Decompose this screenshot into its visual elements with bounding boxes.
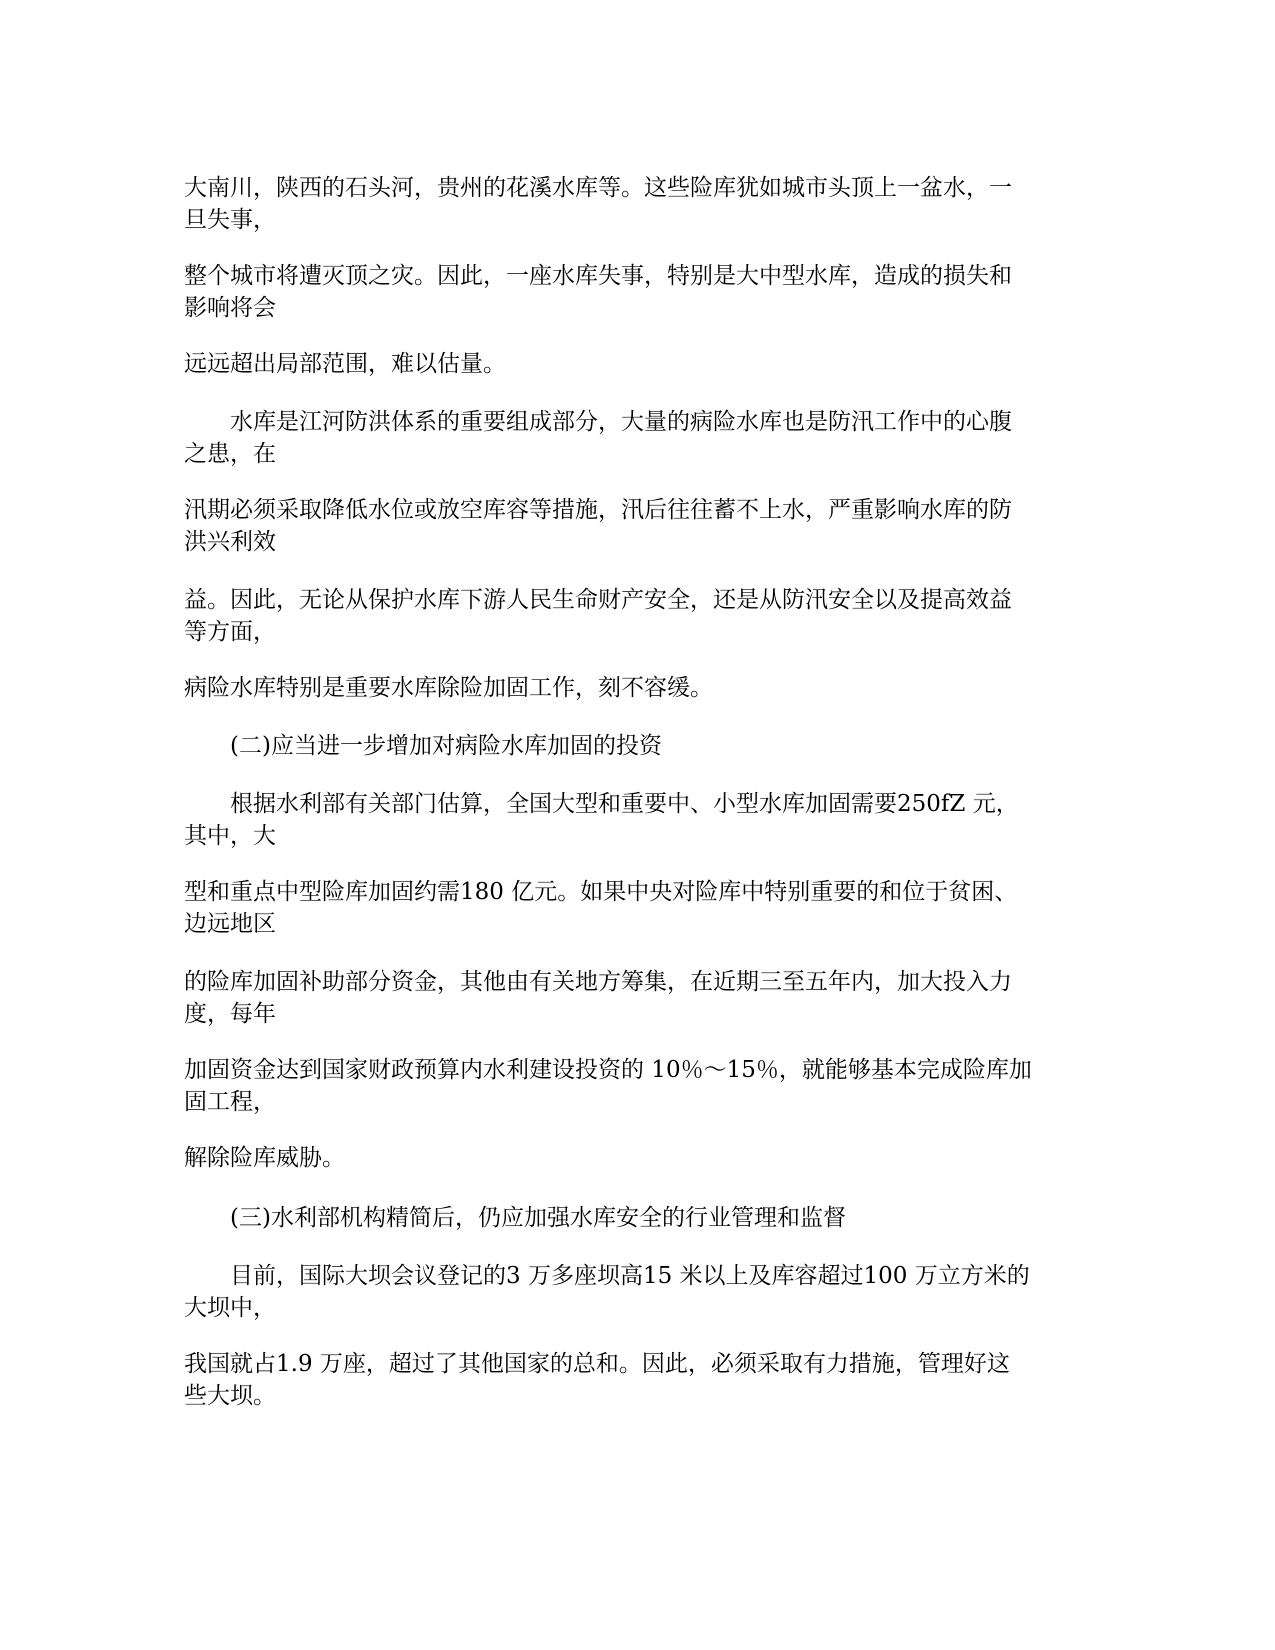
paragraph-7 — [184, 672, 1084, 704]
text-line: 我国就占1.9 万座，超过了其他国家的总和。因此，必须采取有力措施，管理好这 — [184, 1351, 1010, 1377]
paragraph-2 — [184, 260, 1084, 324]
paragraph-13 — [184, 1260, 1084, 1324]
paragraph-14 — [184, 1348, 1084, 1412]
heading-line: (三)水利部机构精简后，仍应加强水库安全的行业管理和监督 — [230, 1205, 846, 1231]
text-line: 病险水库特别是重要水库除险加固工作，刻不容缓。 — [184, 675, 713, 701]
section-heading-2 — [184, 730, 1084, 762]
text-line: 整个城市将遭灭顶之灾。因此，一座水库失事，特别是大中型水库，造成的损失和 — [184, 263, 1012, 289]
paragraph-9 — [184, 876, 1084, 940]
paragraph-1 — [184, 172, 1084, 236]
paragraph-3 — [184, 348, 1084, 380]
text-line: 其中，大 — [184, 823, 276, 849]
text-line: 水库是江河防洪体系的重要组成部分，大量的病险水库也是防汛工作中的心腹 — [230, 409, 1012, 435]
text-line: 旦失事， — [184, 207, 276, 233]
text-line: 度，每年 — [184, 1001, 276, 1027]
paragraph-5 — [184, 494, 1084, 558]
text-line: 的险库加固补助部分资金，其他由有关地方筹集，在近期三至五年内，加大投入力 — [184, 969, 1012, 995]
heading-line: (二)应当进一步增加对病险水库加固的投资 — [230, 733, 662, 759]
text-line: 加固资金达到国家财政预算内水利建设投资的 10％～15％，就能够基本完成险库加 — [184, 1057, 1032, 1083]
paragraph-4 — [184, 406, 1084, 470]
text-line: 洪兴利效 — [184, 529, 276, 555]
text-line: 益。因此，无论从保护水库下游人民生命财产安全，还是从防汛安全以及提高效益 — [184, 587, 1012, 613]
text-line: 大坝中， — [184, 1295, 276, 1321]
paragraph-8 — [184, 788, 1084, 852]
text-line: 影响将会 — [184, 295, 276, 321]
text-line: 之患，在 — [184, 441, 276, 467]
text-line: 些大坝。 — [184, 1383, 276, 1409]
text-line: 远远超出局部范围，难以估量。 — [184, 351, 506, 377]
text-line: 型和重点中型险库加固约需180 亿元。如果中央对险库中特别重要的和位于贫困、 — [184, 879, 1018, 905]
paragraph-12 — [184, 1142, 1084, 1174]
text-line: 目前，国际大坝会议登记的3 万多座坝高15 米以上及库容超过100 万立方米的 — [230, 1263, 1030, 1289]
text-line: 解除险库威胁。 — [184, 1145, 345, 1171]
text-line: 大南川，陕西的石头河，贵州的花溪水库等。这些险库犹如城市头顶上一盆水，一 — [184, 175, 1012, 201]
paragraph-10 — [184, 966, 1084, 1030]
text-line: 等方面， — [184, 619, 276, 645]
text-line: 固工程， — [184, 1089, 276, 1115]
text-line: 汛期必须采取降低水位或放空库容等措施，汛后往往蓄不上水，严重影响水库的防 — [184, 497, 1012, 523]
section-heading-3 — [184, 1202, 1084, 1234]
paragraph-11 — [184, 1054, 1084, 1118]
text-line: 根据水利部有关部门估算，全国大型和重要中、小型水库加固需要250fZ 元， — [230, 791, 1019, 817]
text-line: 边远地区 — [184, 911, 276, 937]
paragraph-6 — [184, 584, 1084, 648]
